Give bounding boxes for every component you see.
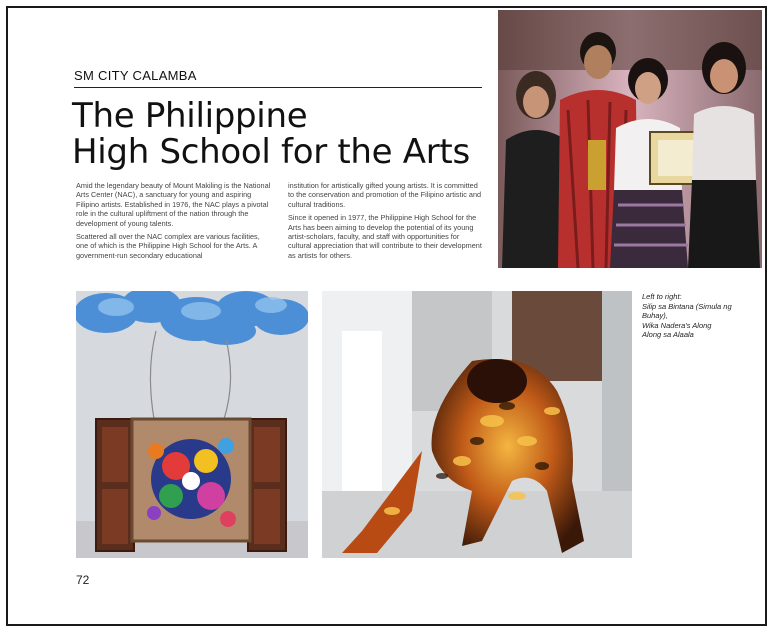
title-line-2: High School for the Arts <box>72 132 470 172</box>
body-column-left <box>76 181 272 264</box>
title-line-1: The Philippine <box>72 96 308 136</box>
body-paragraph: Since it opened in 1977, the Philippine High School for the Arts has been aiming to develop the potential of its young artist-scholars, faculty, and staff with opportunities for cultural appreciation that will contribute to their development as artists for others. <box>288 213 482 260</box>
caption-line: Silip sa Bintana (Simula ng <box>642 301 732 311</box>
students-award-photo <box>498 10 762 268</box>
page-title <box>72 98 470 170</box>
sculpture-photo <box>322 291 632 558</box>
section-divider <box>74 87 482 88</box>
section-label: SM CITY CALAMBA <box>74 68 197 83</box>
caption-line: Wika Nadera's Along <box>642 320 712 330</box>
photo-caption <box>642 292 752 340</box>
caption-line: Along sa Alaala <box>642 330 694 340</box>
body-column-right <box>288 181 484 264</box>
page-number: 72 <box>76 573 90 587</box>
body-paragraph: institution for artistically gifted young artists. It is committed to the conservation and promotion of the Filipino artistic and cultural traditions. <box>288 181 482 209</box>
caption-line: Buhay), <box>642 311 668 321</box>
window-artwork-photo <box>76 291 308 558</box>
body-paragraph: Amid the legendary beauty of Mount Makiling is the National Arts Center (NAC), a sanctuary for young and aspiring Filipino artists. Established in 1976, the NAC plays a pivotal role in the cultural upliftment of the nation through the development of young talents. <box>76 181 271 228</box>
caption-line: Left to right: <box>642 292 682 301</box>
body-paragraph: Scattered all over the NAC complex are various facilities, one of which is the Philippine High School for the Arts. A government-run secondary educational <box>76 232 260 260</box>
